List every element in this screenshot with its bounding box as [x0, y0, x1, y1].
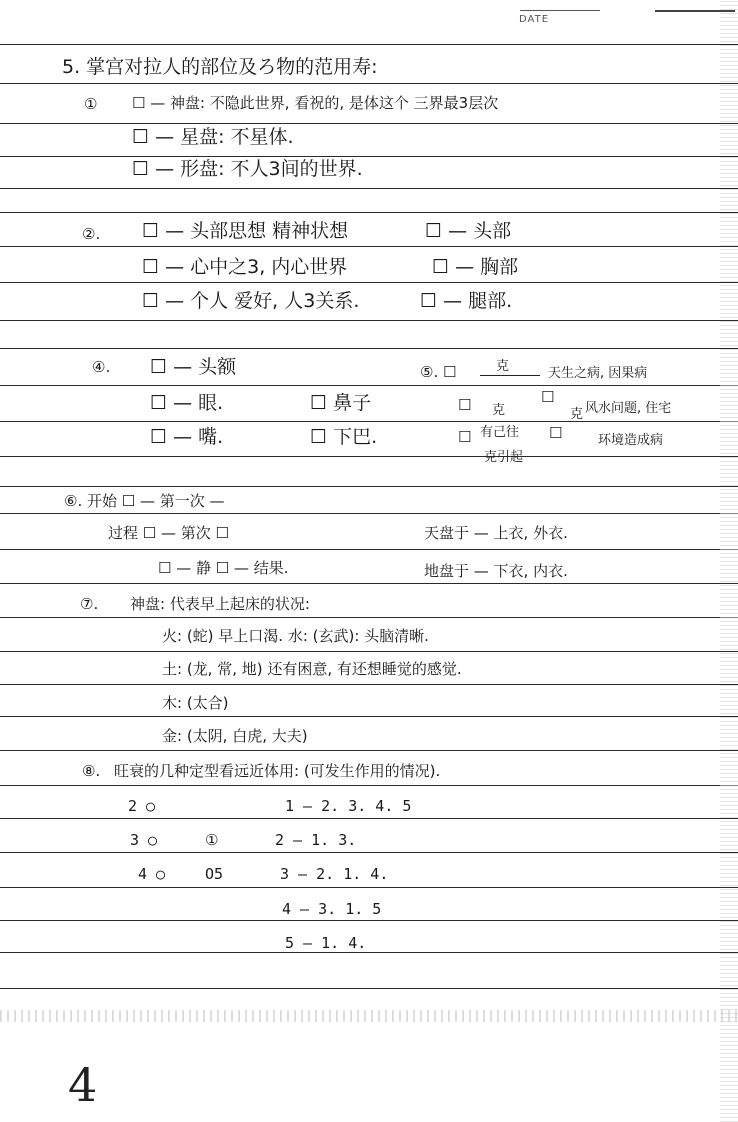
- section-6-line-1: ⑥. 开始 ☐ — 第一次 —: [64, 492, 225, 510]
- section-8-number: ⑧.: [82, 762, 101, 780]
- ruled-line: [0, 188, 738, 189]
- section-5-number: ⑤. ☐: [420, 363, 457, 381]
- ruled-line: [0, 818, 738, 819]
- scan-edge-texture: [720, 0, 738, 1122]
- scan-noise-band: [0, 1010, 738, 1022]
- section-5-result-1: 天生之病, 因果病: [548, 366, 648, 381]
- row-b: ①: [205, 831, 219, 849]
- row-c: 2 — 1. 3.: [275, 831, 357, 849]
- arrow-line: [480, 375, 540, 376]
- ruled-line: [0, 246, 738, 247]
- ruled-line: [0, 83, 738, 84]
- section-4-number: ④.: [92, 358, 111, 376]
- section-4-line-1: ☐ — 头额: [150, 356, 237, 378]
- section-8-line-1: 旺衰的几种定型看远近体用: (可发生作用的情况).: [114, 762, 441, 780]
- section-1-line-3: ☐ — 形盘: 不人3间的世界.: [132, 158, 363, 180]
- ruled-line: [0, 952, 738, 953]
- section-1-line-2: ☐ — 星盘: 不星体.: [132, 126, 294, 148]
- section-5-box-3b: ☐: [549, 424, 563, 442]
- ruled-line: [0, 513, 738, 514]
- ruled-line: [0, 123, 738, 124]
- ruled-line: [0, 212, 738, 213]
- section-4-line-3: ☐ — 嘴.: [150, 426, 224, 448]
- section-7-line-1: 神盘: 代表早上起床的状况:: [130, 595, 310, 613]
- row-c: 4 — 3. 1. 5: [282, 900, 382, 918]
- ruled-line: [0, 156, 738, 157]
- section-6-right-2: 天盘于 — 上衣, 外衣.: [424, 524, 568, 542]
- section-5-arrow-label-1: 克: [496, 359, 510, 374]
- note-title: 5. 掌宫对拉人的部位及ろ物的范用寿:: [62, 56, 378, 78]
- section-1-line-1: ☐ — 神盘: 不隐此世界, 看祝的, 是体这个 三界最3层次: [132, 94, 499, 112]
- ruled-line: [0, 716, 738, 717]
- section-5-arrow-label-3b: 克: [570, 407, 584, 422]
- ruled-line: [0, 348, 738, 349]
- section-7-line-4: 木: (太合): [162, 694, 229, 712]
- ruled-line: [0, 320, 738, 321]
- section-2-right-1: ☐ — 头部: [425, 220, 512, 242]
- section-6-right-3: 地盘于 — 下衣, 内衣.: [424, 562, 568, 580]
- ruled-line: [0, 651, 738, 652]
- section-2-line-1: ☐ — 头部思想 精神状想: [142, 220, 349, 242]
- section-2-number: ②.: [82, 225, 101, 243]
- ruled-line: [0, 887, 738, 888]
- row-c: 1 — 2. 3. 4. 5: [285, 797, 412, 815]
- date-underline: [520, 10, 600, 11]
- ruled-line: [0, 617, 738, 618]
- section-2-right-3: ☐ — 腿部.: [420, 290, 513, 312]
- section-5-box-2b: ☐: [541, 388, 555, 406]
- section-5-box-3: ☐: [458, 428, 472, 446]
- section-6-line-2: 过程 ☐ — 第次 ☐: [108, 524, 229, 542]
- section-5-note: 克引起: [484, 450, 524, 465]
- ruled-line: [0, 750, 738, 751]
- section-5-arrow-label-2: 克: [492, 403, 506, 418]
- section-7-line-3: 土: (龙, 常, 地) 还有困意, 有还想睡觉的感觉.: [162, 660, 462, 678]
- row-c: 3 — 2. 1. 4.: [280, 865, 389, 883]
- row-a: 3 ○: [130, 831, 158, 849]
- ruled-line: [0, 583, 738, 584]
- section-6-line-3: ☐ — 静 ☐ — 结果.: [158, 559, 289, 577]
- section-7-line-5: 金: (太阴, 白虎, 大夫): [162, 727, 308, 745]
- row-a: 4 ○: [138, 865, 166, 883]
- ruled-line: [0, 421, 738, 422]
- page-number: 4: [68, 1058, 98, 1112]
- section-5-result-3: 环境造成病: [598, 433, 664, 448]
- section-4-line-2b: ☐ 鼻子: [310, 392, 372, 414]
- ruled-line: [0, 456, 738, 457]
- ruled-line: [0, 920, 738, 921]
- section-4-line-3b: ☐ 下巴.: [310, 426, 378, 448]
- section-5-result-2: 风水问题, 住宅: [585, 401, 672, 416]
- section-7-line-2: 火: (蛇) 早上口渴. 水: (玄武): 头脑清晰.: [162, 627, 429, 645]
- ruled-line: [0, 385, 738, 386]
- row-a: 2 ○: [128, 797, 156, 815]
- ruled-line: [0, 988, 738, 989]
- date-label: DATE: [519, 14, 550, 25]
- ruled-line: [0, 785, 738, 786]
- row-c: 5 — 1. 4.: [285, 934, 367, 952]
- section-2-line-2: ☐ — 心中之3, 内心世界: [142, 256, 348, 278]
- section-1-number: ①: [84, 95, 98, 113]
- ruled-line: [0, 486, 738, 487]
- ruled-line: [0, 44, 738, 45]
- section-7-number: ⑦.: [80, 595, 99, 613]
- section-5-arrow-label-3: 有己往: [480, 425, 520, 440]
- section-2-right-2: ☐ — 胸部: [432, 256, 519, 278]
- ruled-line: [0, 684, 738, 685]
- section-4-line-2: ☐ — 眼.: [150, 392, 224, 414]
- section-5-box-2: ☐: [458, 396, 472, 414]
- ruled-line: [0, 549, 738, 550]
- section-2-line-3: ☐ — 个人 爱好, 人3关系.: [142, 290, 360, 312]
- row-b: O5: [205, 865, 224, 883]
- ruled-line: [0, 282, 738, 283]
- ruled-line: [0, 852, 738, 853]
